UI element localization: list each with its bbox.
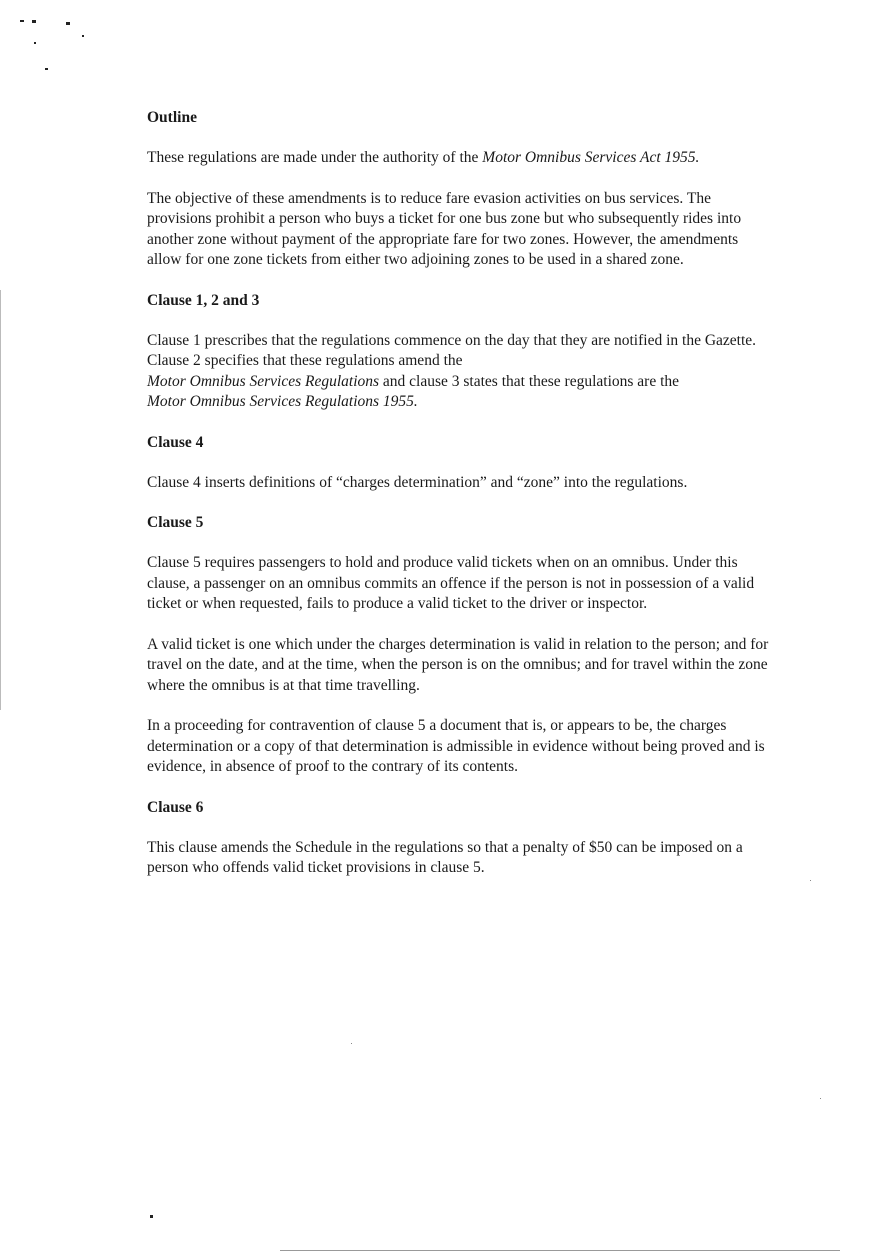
clause-1-2-3-text-b: and clause 3 states that these regulations are the (379, 372, 680, 390)
scan-speck (66, 22, 70, 25)
scan-speck (82, 35, 84, 37)
document-body (147, 108, 775, 899)
scan-speck (32, 20, 36, 23)
clause-6-paragraph: This clause amends the Schedule in the regulations so that a penalty of $50 can be imposed on a person who offends valid ticket provisions in clause 5. (147, 838, 743, 876)
scan-edge-line (0, 290, 1, 710)
regulations-title-1955: Motor Omnibus Services Regulations 1955. (147, 393, 418, 410)
scan-speck (820, 1098, 821, 1099)
clause-5-paragraph-3: In a proceeding for contravention of clause 5 a document that is, or appears to be, the charges determination or a copy of that determination is admissible in evidence without being proved and is evidence, in absence of proof to the contrary of its contents. (147, 717, 765, 775)
scan-speck (810, 880, 811, 881)
scan-speck (20, 20, 24, 22)
section-heading-clause-1-2-3: Clause 1, 2 and 3 (147, 291, 260, 309)
clause-4-paragraph: Clause 4 inserts definitions of “charges determination” and “zone” into the regulations. (147, 473, 688, 491)
section-heading-clause-5: Clause 5 (147, 514, 204, 531)
clause-5-paragraph-2: A valid ticket is one which under the charges determination is valid in relation to the person; and for travel on the date, and at the time, when the person is on the omnibus; and for travel within the zone where the omnibus is at that time travelling. (147, 635, 769, 694)
outline-paragraph-objective: The objective of these amendments is to reduce fare evasion activities on bus services. The provisions prohibit a person who buys a ticket for one bus zone but who subsequently rides into another zone without payment of the appropriate fare for two zones. However, the amendments allow for one zone tickets from either two adjoining zones to be used in a shared zone. (147, 189, 742, 268)
scan-speck (45, 68, 48, 70)
scan-speck (351, 1043, 352, 1044)
act-title: Motor Omnibus Services Act 1955. (482, 149, 700, 166)
outline-authority-text: These regulations are made under the authority of the (147, 149, 483, 166)
clause-5-paragraph-1: Clause 5 requires passengers to hold and produce valid tickets when on an omnibus. Under this clause, a passenger on an omnibus commits an offence if the person is not in possession of a valid ticket or when requested, fails to produce a valid ticket to the driver or inspector. (147, 554, 755, 612)
regulations-title: Motor Omnibus Services Regulations (147, 372, 380, 390)
clause-1-2-3-paragraph (147, 331, 775, 413)
scan-speck (34, 42, 36, 44)
scan-edge-line (280, 1250, 840, 1251)
section-heading-clause-6: Clause 6 (147, 798, 204, 816)
outline-paragraph-authority (147, 148, 775, 169)
clause-1-2-3-text-a: Clause 1 prescribes that the regulations commence on the day that they are notified in the Gazette. Clause 2 specifies that these regulations amend the (147, 331, 757, 369)
section-heading-clause-4: Clause 4 (147, 433, 204, 451)
section-heading-outline: Outline (147, 109, 197, 126)
scan-speck (150, 1215, 153, 1218)
